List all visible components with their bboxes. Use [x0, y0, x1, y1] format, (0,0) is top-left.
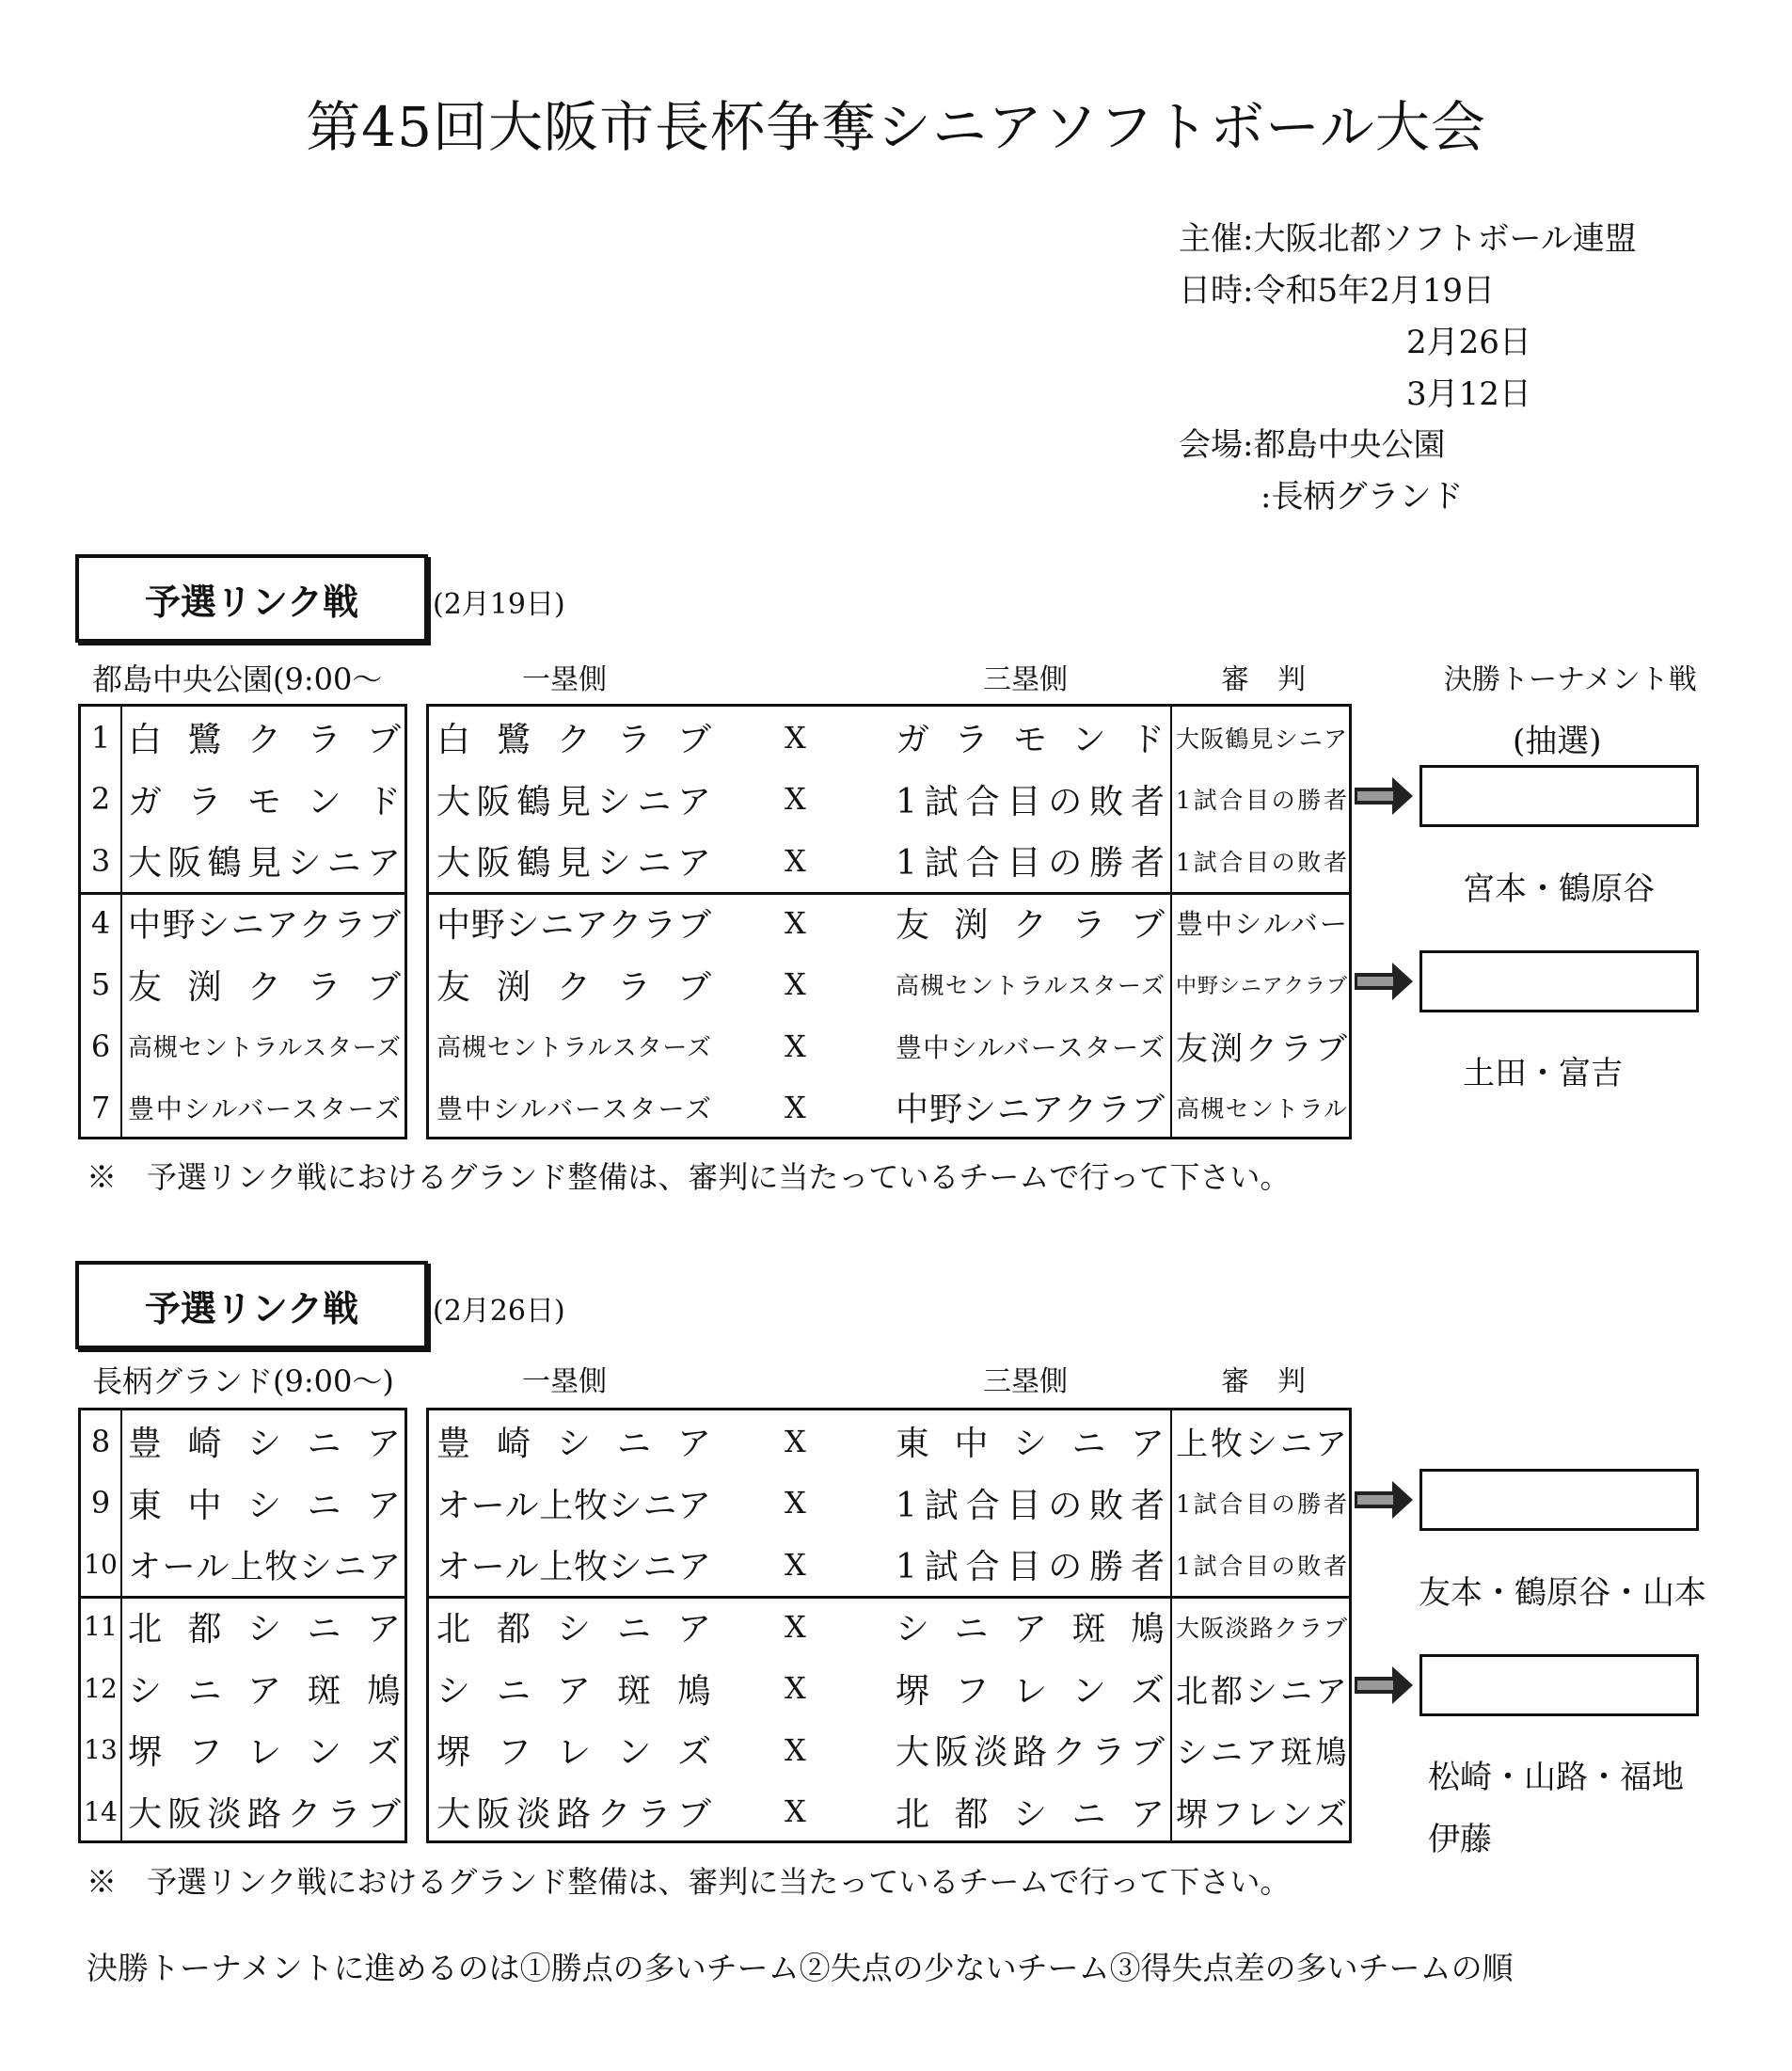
- third-base-team: 北都シニア: [896, 1794, 1165, 1834]
- first-base-team: 大阪淡路クラブ: [436, 1794, 711, 1834]
- venue-label: 長柄グランド(9:00〜): [92, 1363, 394, 1399]
- team-name: 堺フレンズ: [128, 1733, 401, 1773]
- versus-mark: X: [785, 1485, 806, 1521]
- third-base-team: 1試合目の勝者: [896, 1548, 1165, 1587]
- team-number: 3: [81, 830, 122, 892]
- advance-slot: [1419, 950, 1699, 1012]
- event-date-2: 2月26日: [1406, 324, 1531, 361]
- umpire-team: 豊中シルバー: [1176, 908, 1347, 941]
- footer-note: 決勝トーナメントに進めるのは①勝点の多いチーム②失点の少ないチーム③得失点差の多いチームの順: [87, 1950, 1514, 1986]
- third-base-team: 大阪淡路クラブ: [896, 1733, 1165, 1773]
- advance-slot: [1419, 1654, 1699, 1716]
- team-name: 豊中シルバースターズ: [128, 1093, 401, 1125]
- versus-mark: X: [785, 1670, 806, 1707]
- team-list: [78, 704, 407, 1139]
- team-number: 10: [81, 1534, 122, 1596]
- match-row: [429, 953, 1349, 1015]
- umpire-team: 大阪淡路クラブ: [1176, 1614, 1347, 1642]
- match-table: [426, 704, 1352, 1139]
- third-base-header: 三塁側: [983, 1365, 1068, 1398]
- umpire-team: 1試合目の敗者: [1176, 848, 1347, 876]
- first-base-header: 一塁側: [522, 663, 607, 696]
- team-name: 大阪鶴見シニア: [128, 844, 401, 884]
- first-base-team: 堺フレンズ: [436, 1733, 711, 1773]
- match-row: [429, 1781, 1349, 1843]
- section-date: (2月19日): [433, 588, 565, 621]
- team-row: [81, 1534, 404, 1596]
- first-base-team: 北都シニア: [436, 1610, 711, 1649]
- team-row: [81, 769, 404, 831]
- team-name: 中野シニアクラブ: [128, 906, 401, 945]
- team-name: 東中シニア: [128, 1486, 401, 1525]
- umpire-team: 北都シニア: [1176, 1672, 1347, 1711]
- team-number: 4: [81, 892, 122, 954]
- ground-maintenance-note: ※ 予選リンク戦におけるグランド整備は、審判に当たっているチームで行って下さい。: [87, 1864, 1291, 1900]
- match-row: [429, 1719, 1349, 1781]
- section-heading: 予選リンク戦: [75, 1261, 428, 1349]
- versus-mark: X: [785, 1028, 806, 1064]
- match-row: [429, 707, 1349, 769]
- advance-officials: 松崎・山路・福地: [1428, 1759, 1684, 1797]
- first-base-team: 高槻セントラルスターズ: [436, 1034, 711, 1063]
- team-name: シニア斑鳩: [128, 1671, 401, 1711]
- team-name: 友渕クラブ: [128, 967, 401, 1007]
- team-row: [81, 830, 404, 892]
- versus-mark: X: [785, 1546, 806, 1583]
- venue-2: :長柄グランド: [1261, 478, 1464, 516]
- third-base-team: 1試合目の勝者: [896, 844, 1165, 884]
- third-base-team: 1試合目の敗者: [896, 1486, 1165, 1525]
- team-name: 豊崎シニア: [128, 1425, 401, 1464]
- match-row: [429, 1534, 1349, 1596]
- lottery-label: (抽選): [1513, 723, 1602, 760]
- umpire-team: 高槻セントラル: [1176, 1095, 1347, 1123]
- umpire-team: 大阪鶴見シニア: [1176, 725, 1347, 753]
- versus-mark: X: [785, 1090, 806, 1126]
- versus-mark: X: [785, 719, 806, 756]
- team-name: 北都シニア: [128, 1610, 401, 1649]
- first-base-team: オール上牧シニア: [436, 1548, 711, 1587]
- first-base-header: 一塁側: [522, 1365, 607, 1398]
- first-base-team: 中野シニアクラブ: [436, 906, 711, 946]
- team-number: 13: [81, 1719, 122, 1781]
- team-number: 5: [81, 953, 122, 1015]
- umpire-team: シニア斑鳩: [1176, 1734, 1347, 1773]
- advance-officials: 宮本・鶴原谷: [1463, 869, 1655, 908]
- third-base-team: ガラモンド: [896, 721, 1165, 760]
- team-row: [81, 1473, 404, 1535]
- advance-arrow-icon: [1355, 1666, 1413, 1704]
- team-name: 白鷺クラブ: [128, 721, 401, 760]
- match-row: [429, 892, 1349, 954]
- match-row: [429, 1077, 1349, 1139]
- team-row: [81, 707, 404, 769]
- team-name: 大阪淡路クラブ: [128, 1794, 401, 1834]
- versus-mark: X: [785, 842, 806, 879]
- match-row: [429, 830, 1349, 892]
- team-number: 12: [81, 1657, 122, 1719]
- team-name: オール上牧シニア: [128, 1548, 401, 1586]
- versus-mark: X: [785, 781, 806, 818]
- umpire-team: 1試合目の勝者: [1176, 787, 1347, 815]
- third-base-team: 中野シニアクラブ: [896, 1091, 1165, 1130]
- advance-officials: 友本・鶴原谷・山本: [1419, 1573, 1706, 1612]
- team-row: [81, 953, 404, 1015]
- team-number: 1: [81, 707, 122, 769]
- first-base-team: 大阪鶴見シニア: [436, 844, 711, 884]
- first-base-team: 豊崎シニア: [436, 1425, 711, 1464]
- third-base-team: 高槻セントラルスターズ: [896, 972, 1165, 1000]
- group-divider: [429, 892, 1349, 895]
- third-base-team: シニア斑鳩: [896, 1610, 1165, 1649]
- first-base-team: オール上牧シニア: [436, 1486, 711, 1525]
- match-row: [429, 1015, 1349, 1077]
- event-date: 日時:令和5年2月19日: [1179, 272, 1495, 310]
- third-base-team: 東中シニア: [896, 1425, 1165, 1464]
- team-row: [81, 892, 404, 954]
- third-base-team: 1試合目の敗者: [896, 782, 1165, 821]
- versus-mark: X: [785, 1423, 806, 1459]
- third-base-header: 三塁側: [983, 663, 1068, 696]
- advance-arrow-icon: [1355, 1481, 1413, 1519]
- first-base-team: 友渕クラブ: [436, 967, 711, 1007]
- section-heading: 予選リンク戦: [75, 554, 428, 643]
- advance-officials: 伊藤: [1428, 1820, 1492, 1858]
- team-row: [81, 1781, 404, 1843]
- team-row: [81, 1015, 404, 1077]
- team-number: 6: [81, 1015, 122, 1077]
- team-number: 14: [81, 1781, 122, 1843]
- umpire-team: 1試合目の敗者: [1176, 1552, 1347, 1580]
- team-list: [78, 1408, 407, 1843]
- umpire-header: 審 判: [1221, 1365, 1306, 1398]
- group-divider: [81, 1596, 404, 1599]
- first-base-team: 白鷺クラブ: [436, 721, 711, 760]
- section-date: (2月26日): [433, 1295, 565, 1328]
- match-row: [429, 769, 1349, 831]
- umpire-team: 友渕クラブ: [1176, 1030, 1347, 1069]
- group-divider: [81, 892, 404, 895]
- first-base-team: シニア斑鳩: [436, 1671, 711, 1711]
- team-number: 11: [81, 1596, 122, 1658]
- umpire-team: 中野シニアクラブ: [1176, 974, 1347, 998]
- versus-mark: X: [785, 1608, 806, 1645]
- group-divider: [429, 1596, 1349, 1599]
- versus-mark: X: [785, 1731, 806, 1768]
- team-row: [81, 1596, 404, 1658]
- team-name: 高槻セントラルスターズ: [128, 1034, 401, 1063]
- ground-maintenance-note: ※ 予選リンク戦におけるグランド整備は、審判に当たっているチームで行って下さい。: [87, 1159, 1291, 1195]
- advance-arrow-icon: [1355, 777, 1413, 815]
- organizer: 主催:大阪北都ソフトボール連盟: [1179, 220, 1637, 258]
- team-number: 2: [81, 769, 122, 831]
- match-row: [429, 1410, 1349, 1473]
- umpire-header: 審 判: [1221, 663, 1306, 696]
- event-date-3: 3月12日: [1406, 375, 1531, 413]
- team-number: 8: [81, 1410, 122, 1473]
- team-row: [81, 1657, 404, 1719]
- advance-slot: [1419, 765, 1699, 827]
- first-base-team: 大阪鶴見シニア: [436, 782, 711, 821]
- venue: 会場:都島中央公園: [1179, 426, 1446, 464]
- team-number: 7: [81, 1077, 122, 1139]
- umpire-team: 上牧シニア: [1176, 1426, 1347, 1464]
- match-row: [429, 1473, 1349, 1535]
- match-row: [429, 1657, 1349, 1719]
- versus-mark: X: [785, 966, 806, 1003]
- team-number: 9: [81, 1473, 122, 1535]
- versus-mark: X: [785, 904, 806, 941]
- match-table: [426, 1408, 1352, 1843]
- team-row: [81, 1410, 404, 1473]
- advance-officials: 土田・富吉: [1463, 1055, 1623, 1093]
- first-base-team: 豊中シルバースターズ: [436, 1093, 711, 1125]
- team-row: [81, 1719, 404, 1781]
- advance-slot: [1419, 1469, 1699, 1531]
- venue-label: 都島中央公園(9:00〜: [92, 661, 383, 697]
- advance-arrow-icon: [1355, 963, 1413, 1000]
- final-tournament-header: 決勝トーナメント戦: [1444, 663, 1697, 696]
- team-name: ガラモンド: [128, 782, 401, 821]
- versus-mark: X: [785, 1793, 806, 1830]
- page-title: 第45回大阪市長杯争奪シニアソフトボール大会: [306, 95, 1486, 159]
- umpire-team: 堺フレンズ: [1176, 1795, 1347, 1834]
- match-row: [429, 1596, 1349, 1658]
- third-base-team: 友渕クラブ: [896, 906, 1165, 946]
- third-base-team: 堺フレンズ: [896, 1671, 1165, 1711]
- team-row: [81, 1077, 404, 1139]
- third-base-team: 豊中シルバースターズ: [896, 1031, 1165, 1063]
- umpire-team: 1試合目の勝者: [1176, 1490, 1347, 1519]
